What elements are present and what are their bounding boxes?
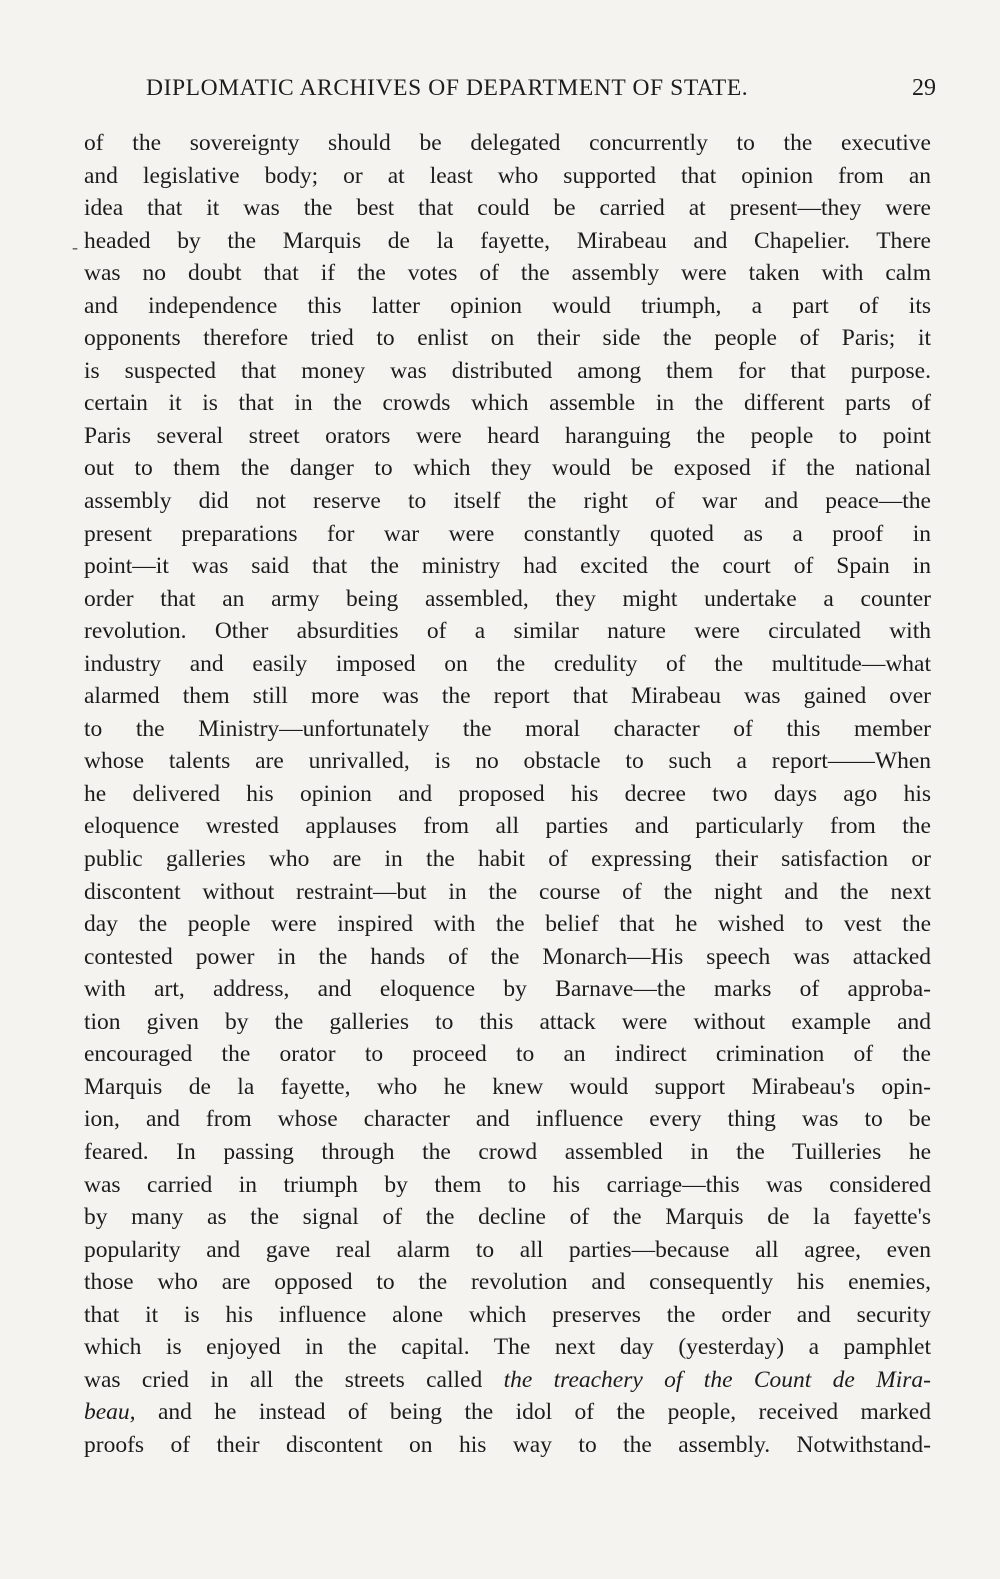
text-segment: was cried in all the streets called (84, 1366, 504, 1393)
body-text (84, 127, 931, 1461)
text-line: ion, and from whose character and influence every thing was to be (84, 1106, 931, 1133)
text-line: public galleries who are in the habit of expressing their satisfaction or (84, 846, 931, 873)
text-line: Paris several street orators were heard haranguing the people to point (84, 422, 931, 449)
text-line: by many as the signal of the decline of the Marquis de la fayette's (84, 1204, 931, 1231)
text-line-mixed (84, 1396, 931, 1429)
text-line: discontent without restraint—but in the course of the night and the next (84, 878, 931, 905)
text-line: of the sovereignty should be delegated concurrently to the executive (84, 130, 931, 156)
running-title: DIPLOMATIC ARCHIVES OF DEPARTMENT OF STATE. (146, 75, 749, 101)
text-line: was carried in triumph by them to his carriage—this was considered (84, 1171, 931, 1198)
text-line: assembly did not reserve to itself the right of war and peace—the (84, 488, 931, 515)
margin-mark: - (72, 237, 78, 257)
text-line: contested power in the hands of the Monarch—His speech was attacked (84, 943, 931, 970)
text-line: opponents therefore tried to enlist on their side the people of Paris; it (84, 325, 931, 352)
text-line: with art, address, and eloquence by Barnave—the marks of approba- (84, 976, 931, 1003)
text-line: proofs of their discontent on his way to the assembly. Notwithstand- (84, 1431, 931, 1458)
page-number: 29 (912, 75, 936, 101)
text-line: which is enjoyed in the capital. The next day (yesterday) a pamphlet (84, 1334, 931, 1361)
text-line: headed by the Marquis de la fayette, Mirabeau and Chapelier. There (84, 227, 931, 254)
text-line: Marquis de la fayette, who he knew would support Mirabeau's opin- (84, 1073, 931, 1100)
text-line: he delivered his opinion and proposed his decree two days ago his (84, 780, 931, 807)
text-line: feared. In passing through the crowd assembled in the Tuilleries he (84, 1138, 931, 1165)
text-line-mixed (84, 1364, 931, 1397)
text-line: encouraged the orator to proceed to an indirect crimination of the (84, 1041, 931, 1068)
text-line: idea that it was the best that could be carried at present—they were (84, 195, 931, 222)
pamphlet-title-part-2: beau, (84, 1399, 136, 1426)
text-line: eloquence wrested applauses from all parties and particularly from the (84, 813, 931, 840)
text-line: alarmed them still more was the report that Mirabeau was gained over (84, 683, 931, 710)
text-line: to the Ministry—unfortunately the moral character of this member (84, 715, 931, 742)
text-line: popularity and gave real alarm to all parties—because all agree, even (84, 1236, 931, 1263)
text-line: present preparations for war were constantly quoted as a proof in (84, 520, 931, 547)
text-line: day the people were inspired with the belief that he wished to vest the (84, 911, 931, 938)
pamphlet-title-part-1: the treachery of the Count de Mira- (503, 1366, 932, 1393)
text-line: is suspected that money was distributed among them for that purpose. (84, 357, 931, 384)
text-line: point—it was said that the ministry had excited the court of Spain in (84, 553, 931, 580)
text-line: was no doubt that if the votes of the assembly were taken with calm (84, 260, 931, 287)
text-line: out to them the danger to which they would be exposed if the national (84, 455, 931, 482)
text-line: industry and easily imposed on the credulity of the multitude—what (84, 650, 931, 677)
text-line: those who are opposed to the revolution and consequently his enemies, (84, 1269, 931, 1296)
text-segment: and he instead of being the idol of the people, received marked (135, 1399, 931, 1426)
text-line: and legislative body; or at least who supported that opinion from an (84, 162, 931, 189)
text-line: and independence this latter opinion would triumph, a part of its (84, 292, 931, 319)
text-line: revolution. Other absurdities of a similar nature were circulated with (84, 618, 931, 645)
text-line: whose talents are unrivalled, is no obstacle to such a report——When (84, 748, 931, 775)
text-line: tion given by the galleries to this attack were without example and (84, 1008, 931, 1035)
text-line: that it is his influence alone which preserves the order and security (84, 1301, 931, 1328)
text-line: order that an army being assembled, they might undertake a counter (84, 585, 931, 612)
text-line: certain it is that in the crowds which assemble in the different parts of (84, 390, 931, 417)
